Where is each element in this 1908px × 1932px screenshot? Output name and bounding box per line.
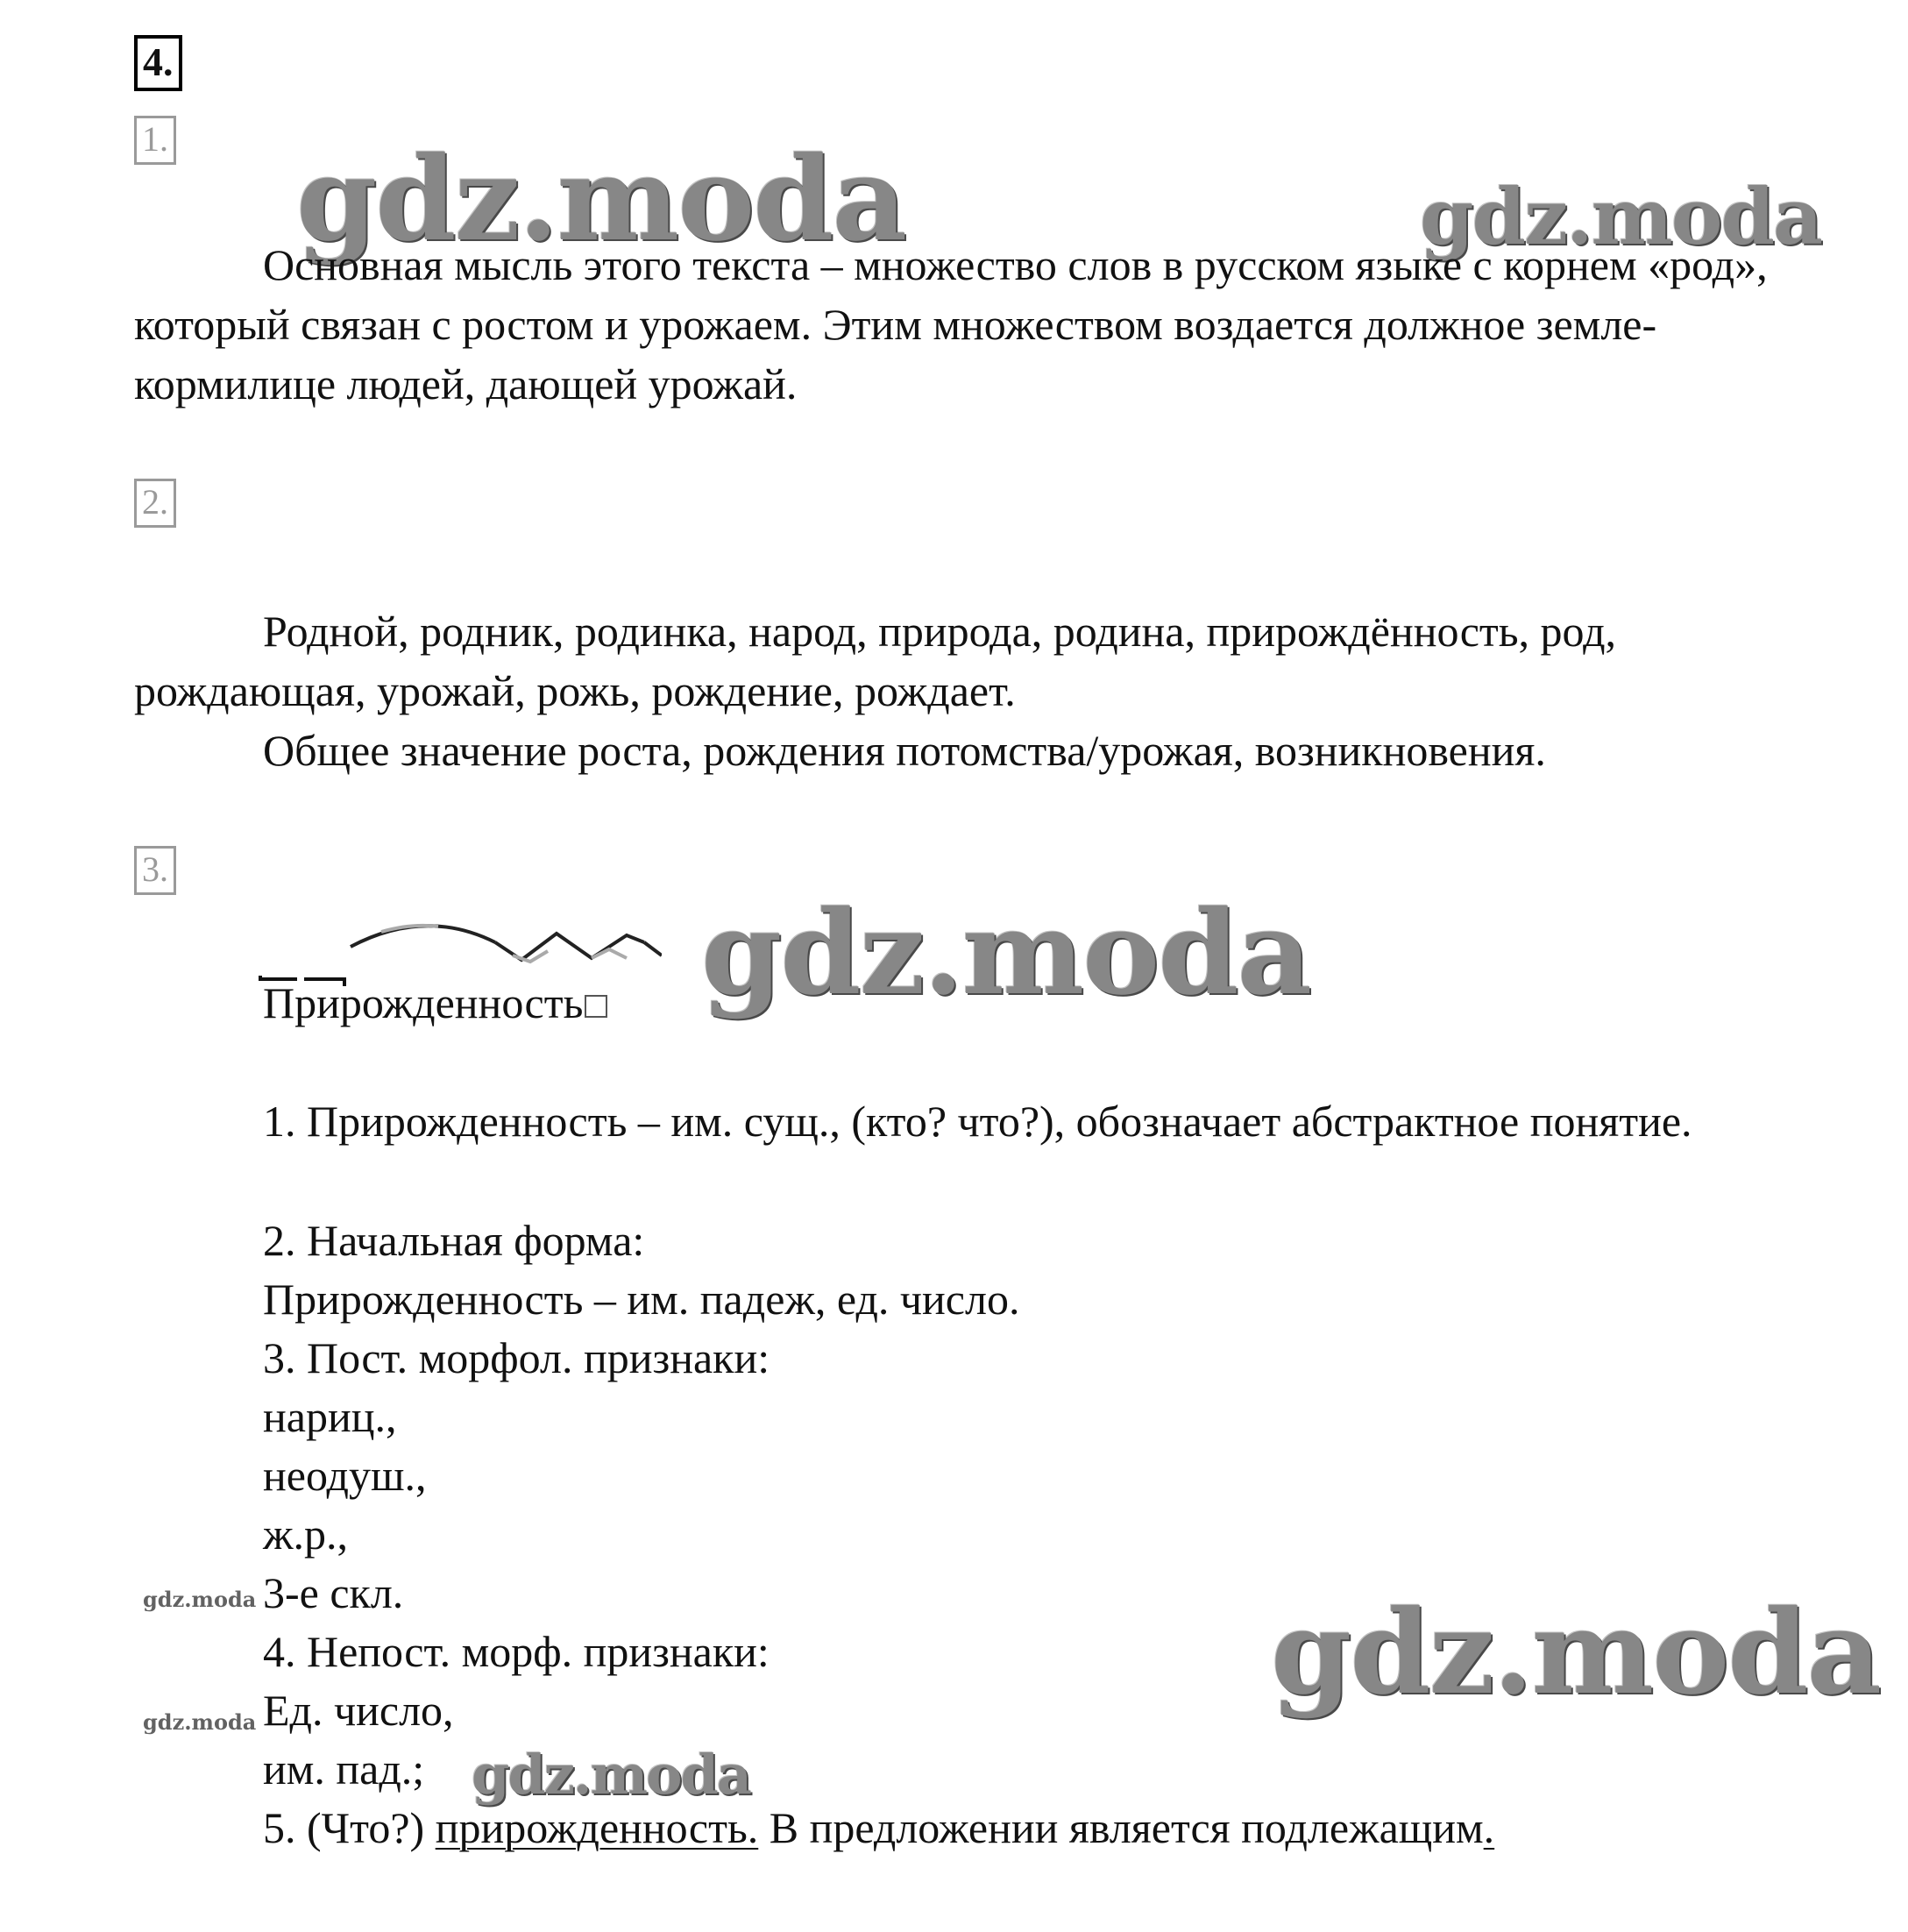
section2-meaning: Общее значение роста, рождения потомства/урожая, возникновения.	[263, 726, 1546, 775]
ending-box	[585, 995, 607, 1018]
analysis-last-line	[263, 1798, 1494, 1857]
analysis-line: Прирожденность – им. падеж, ед. число.	[263, 1275, 1020, 1324]
root-arc	[351, 926, 495, 947]
task-number: 4.	[134, 35, 182, 91]
last-line-prefix: 5. (Что?)	[263, 1803, 425, 1852]
analysis-line: 4. Непост. морф. признаки:	[263, 1627, 770, 1676]
watermark: gdz.moda	[701, 885, 1311, 1021]
last-line-middle: В предложении является подлежащим	[769, 1803, 1484, 1852]
watermark: gdz.moda	[143, 1587, 257, 1612]
watermark: gdz.moda	[1420, 171, 1822, 262]
subtask-3-label: 3.	[134, 846, 176, 895]
analysis-line: нариц.,	[263, 1392, 397, 1441]
watermark: gdz.moda	[1271, 1585, 1881, 1721]
subtask-2-label: 2.	[134, 479, 176, 528]
analysis-line: неодуш.,	[263, 1451, 427, 1500]
last-line-end: .	[1483, 1803, 1495, 1852]
analysis-line: 1. Прирожденность – им. сущ., (кто? что?), обозначает абстрактное понятие.	[263, 1097, 1692, 1146]
section2-word-list: Родной, родник, родинка, народ, природа, родина, прирождённость, род, рождающая, урожай, рожь, рождение, рождает.	[134, 607, 1617, 715]
subject-word: прирожденность.	[435, 1803, 759, 1852]
analyzed-word	[263, 973, 607, 1033]
analysis-line: ж.р.,	[263, 1509, 349, 1559]
analysis-line: 2. Начальная форма:	[263, 1216, 645, 1265]
watermark: gdz.moda	[296, 131, 906, 267]
analyzed-word-text: Прирожденность	[263, 978, 584, 1027]
watermark: gdz.moda	[143, 1709, 257, 1735]
section1-paragraph: Основная мысль этого текста – множество слов в русском языке с корнем «род», который связан с ростом и урожаем. Этим множеством воздается должное земле-кормилице людей, дающей урожай.	[134, 240, 1768, 408]
watermark: gdz.moda	[472, 1743, 750, 1807]
analysis-line: им. пад.;	[263, 1744, 425, 1793]
analysis-line: 3. Пост. морфол. признаки:	[263, 1333, 770, 1382]
subtask-1-label: 1.	[134, 116, 176, 165]
analysis-line: 3-е скл.	[263, 1568, 404, 1617]
analysis-line: Ед. число,	[263, 1686, 454, 1735]
